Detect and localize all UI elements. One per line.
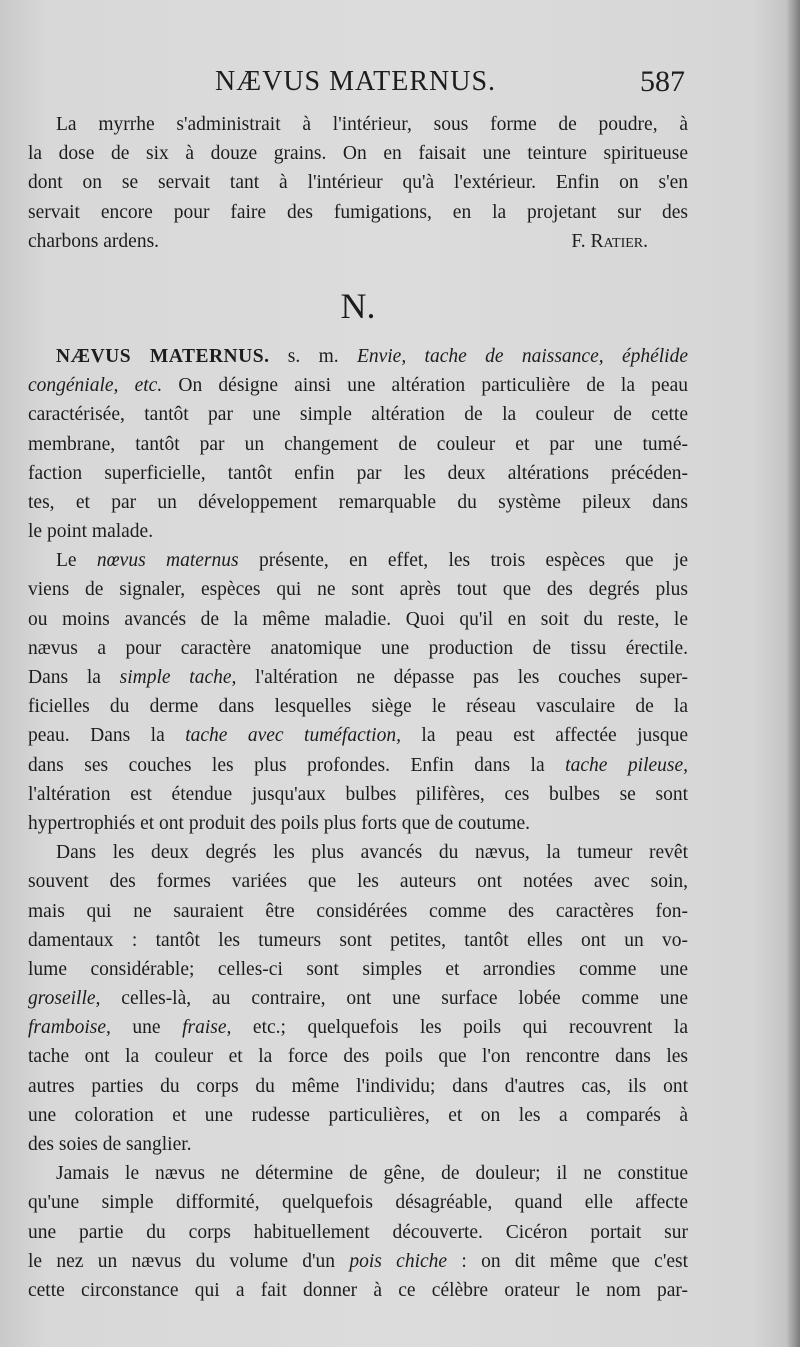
text-line: des soies de sanglier.: [28, 1134, 192, 1155]
section-letter: N.: [340, 285, 376, 326]
text-line: Jamais le nævus ne détermine de gêne, de douleur; il ne constitue: [56, 1163, 688, 1185]
text-line: Dans les deux degrés les plus avancés du nævus, la tumeur revêt: [56, 842, 688, 864]
text-line: damentaux : tantôt les tumeurs sont petites, tantôt elles ont un vo-: [28, 929, 688, 951]
text-line: servait encore pour faire des fumigations, en la projetant sur des: [28, 201, 688, 223]
text-line: congéniale, etc. On désigne ainsi une altération particulière de la peau: [28, 375, 688, 397]
page-header: [215, 62, 685, 102]
text-line: cette circonstance qui a fait donner à ce célèbre orateur le nom par-: [28, 1279, 688, 1301]
article-paragraph: [28, 838, 688, 1159]
text-line: NÆVUS MATERNUS. s. m. Envie, tache de naissance, éphélide: [56, 345, 688, 367]
text-line: caractérisée, tantôt par une simple altération de la couleur de cette: [28, 404, 688, 426]
text-line: [28, 227, 688, 256]
text-line: l'altération est étendue jusqu'aux bulbes pilifères, ces bulbes se sont: [28, 783, 688, 805]
text-line: Le nœvus maternus présente, en effet, les trois espèces que je: [56, 550, 688, 572]
text-line: nævus a pour caractère anatomique une production de tissu érectile.: [28, 637, 688, 659]
text-line: tes, et par un développement remarquable du système pileux dans: [28, 491, 688, 513]
text-line: souvent des formes variées que les auteurs ont notées avec soin,: [28, 871, 688, 893]
text-line: tache ont la couleur et la force des poils que l'on rencontre dans les: [28, 1046, 688, 1068]
text-line: la dose de six à douze grains. On en faisait une teinture spiritueuse: [28, 143, 688, 165]
article-paragraph: [28, 546, 688, 838]
text-line: une partie du corps habituellement découverte. Cicéron portait sur: [28, 1221, 688, 1243]
text-line: peau. Dans la tache avec tuméfaction, la peau est affectée jusque: [28, 725, 688, 747]
page-number: 587: [640, 65, 685, 98]
text-line: dans ses couches les plus profondes. Enfin dans la tache pileuse,: [28, 754, 689, 776]
body-text: [28, 110, 688, 1305]
text-line: dont on se servait tant à l'intérieur qu'à l'extérieur. Enfin on s'en: [28, 172, 688, 194]
text-line: La myrrhe s'administrait à l'intérieur, sous forme de poudre, à: [56, 114, 688, 135]
text-line: autres parties du corps du même l'individu; dans d'autres cas, ils ont: [28, 1075, 688, 1097]
text-line: viens de signaler, espèces qui ne sont après tout que des degrés plus: [28, 579, 688, 601]
author-signature: F. Ratier.: [571, 230, 648, 252]
text-line: faction superficielle, tantôt enfin par les deux altérations précéden-: [28, 462, 688, 484]
text-line: ficielles du derme dans lesquelles siège le réseau vasculaire de la: [28, 696, 688, 718]
text-line: mais qui ne sauraient être considérées comme des caractères fon-: [28, 900, 688, 922]
article-paragraph: [28, 342, 688, 546]
article-paragraph: [28, 1159, 688, 1305]
text-line: le point malade.: [28, 521, 154, 543]
text-line: Dans la simple tache, l'altération ne dépasse pas les couches super-: [28, 667, 688, 688]
text-line: le nez un nævus du volume d'un pois chiche : on dit même que c'est: [28, 1250, 689, 1272]
running-title: NÆVUS MATERNUS.: [215, 66, 497, 97]
synonyms: Envie, tache de naissance, éphélide: [356, 345, 688, 367]
closing-text: charbons ardens.: [28, 230, 160, 252]
text-line: lume considérable; celles-ci sont simples et arrondies comme une: [28, 958, 688, 980]
text-line: ou moins avancés de la même maladie. Quoi qu'il en soit du reste, le: [28, 608, 688, 630]
previous-article: [28, 110, 688, 256]
text-line: membrane, tantôt par un changement de couleur et par une tumé-: [28, 433, 688, 455]
text-line: groseille, celles-là, au contraire, ont une surface lobée comme une: [28, 988, 688, 1010]
text-line: framboise, une fraise, etc.; quelquefois les poils qui recouvrent la: [28, 1017, 689, 1039]
text-line: qu'une simple difformité, quelquefois désagréable, quand elle affecte: [28, 1192, 688, 1214]
article-headword: NÆVUS MATERNUS.: [56, 345, 270, 367]
text-line: une coloration et une rudesse particulières, et on les a comparés à: [28, 1104, 688, 1126]
text-line: hypertrophiés et ont produit des poils plus forts que de coutume.: [28, 812, 531, 834]
